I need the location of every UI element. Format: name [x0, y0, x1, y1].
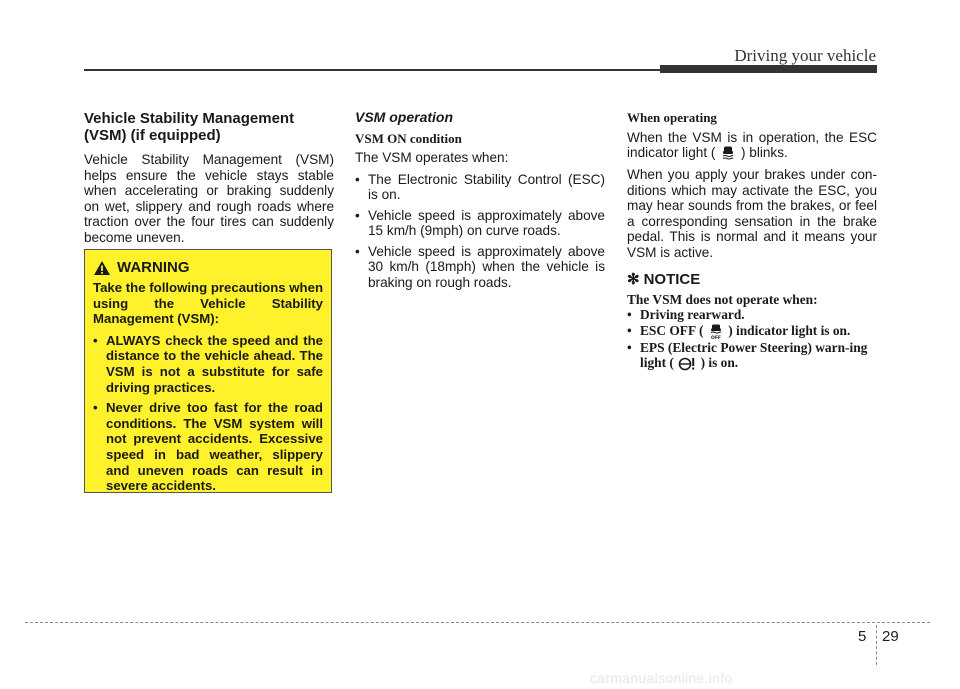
- vsm-on-subheading: VSM ON condition: [355, 130, 462, 146]
- footer-rule: [25, 622, 930, 623]
- esc-off-icon: [708, 324, 724, 340]
- notice-body: [627, 292, 877, 372]
- column-3: [627, 110, 877, 372]
- warning-header: [93, 260, 323, 276]
- notice-header: [627, 272, 877, 288]
- section-title: Vehicle Stability Management (VSM) (if equipped): [84, 110, 295, 144]
- warning-item: • ALWAYS check the speed and the distance to the vehicle ahead. The VSM is not a substitute for safe driving practices.: [93, 333, 323, 395]
- notice-item: • Driving rearward.: [627, 307, 877, 323]
- condition-item: • The Electronic Stability Control (ESC) is on.: [355, 172, 605, 203]
- intro-paragraph: Vehicle Stability Management (VSM) helps ensure the vehicle stays stable when accelerating or braking suddenly on wet, slippery and rough roads where traction over the four tires can suddenly become uneven.: [84, 152, 334, 245]
- watermark: carmanualsonline.info: [590, 670, 733, 686]
- notice-item: • EPS (Electric Power Steering) warn-ing light ( ) is on.: [627, 340, 877, 372]
- condition-item: • Vehicle speed is approximately above 15 km/h (9mph) on curve roads.: [355, 208, 605, 239]
- esc-indicator-icon: [720, 145, 736, 161]
- column-1: [84, 110, 334, 251]
- vsm-operation-heading: VSM operation: [355, 109, 454, 125]
- header-title: Driving your vehicle: [734, 46, 876, 65]
- warning-list: [93, 333, 323, 494]
- warning-lead: Take the following precautions when using the Vehicle Stability Management (VSM):: [93, 280, 323, 327]
- eps-warning-icon: [678, 356, 696, 372]
- vsm-condition-list: [355, 172, 605, 291]
- warning-title: WARNING: [117, 259, 190, 277]
- footer-divider: [876, 625, 877, 665]
- notice-item: • ESC OFF ( OFF ) indicator light is on.: [627, 323, 877, 340]
- column-2: [355, 110, 605, 295]
- header-rule: [84, 69, 664, 71]
- vsm-operates-lead: The VSM operates when:: [355, 150, 509, 165]
- notice-title: NOTICE: [643, 271, 701, 289]
- header-rule-thick: [660, 65, 877, 73]
- svg-text:OFF: OFF: [710, 335, 721, 340]
- chapter-number: 5: [858, 628, 867, 645]
- warning-triangle-icon: [93, 260, 111, 276]
- condition-item: • Vehicle speed is approximately above 30 km/h (18mph) when the vehicle is braking on rough roads.: [355, 244, 605, 291]
- warning-item: • Never drive too fast for the road conditions. The VSM system will not prevent accidents. Excessive speed in bad weather, slippery and uneven roads can result in severe accidents.: [93, 400, 323, 494]
- notice-star-icon: ✻: [627, 271, 640, 289]
- notice-list: [627, 307, 877, 372]
- notice-lead: The VSM does not operate when:: [627, 291, 818, 307]
- page-number: 29: [882, 628, 899, 645]
- warning-box: [84, 249, 332, 493]
- operating-paragraph: When the VSM is in operation, the ESC indicator light ( ) blinks.: [627, 129, 877, 160]
- when-operating-subheading: When operating: [627, 110, 717, 125]
- brake-sound-paragraph: When you apply your brakes under con-ditions which may activate the ESC, you may hear sounds from the brakes, or feel a corresponding sensation in the brake pedal. This is normal and it means your VSM is active.: [627, 167, 877, 260]
